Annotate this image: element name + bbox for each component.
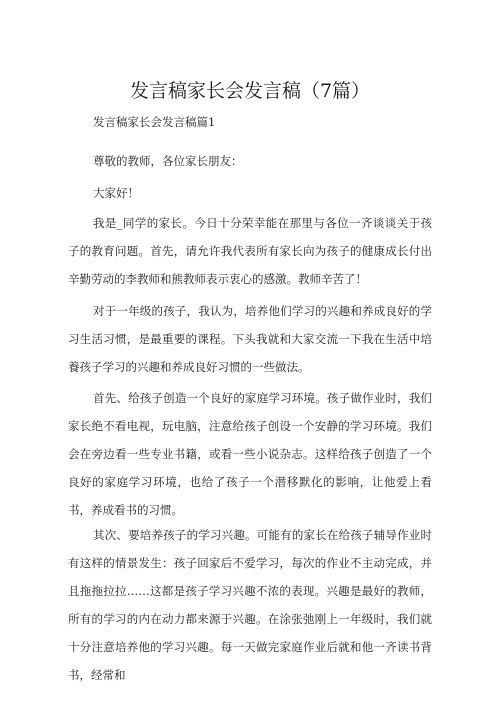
paragraph-intro: 我是_同学的家长。今日十分荣幸能在那里与各位一齐谈谈关于孩子的教育问题。首先，请允许我代表所有家长向为孩子的健康成长付出辛勤劳动的李教师和熊教师表示衷心的感激。教师辛苦了！	[68, 216, 432, 286]
paragraph-greeting: 大家好！	[93, 186, 139, 200]
paragraph-interest: 其次、要培养孩子的学习兴趣。可能有的家长在给孩子辅导作业时有这样的情景发生：孩子回家后不爱学习，每次的作业不主动完成，并且拖拖拉拉……这都是孩子学习兴趣不浓的表现。兴趣是最好的教师，所有的学习的内在动力都来源于兴趣。在涂张弛刚上一年级时，我们就十分注意培养他的学习兴趣。每一天做完家庭作业后就和他一齐读书背书，经常和	[68, 528, 432, 682]
paragraph-environment: 首先、给孩子创造一个良好的家庭学习环境。孩子做作业时，我们家长绝不看电视，玩电脑，注意给孩子创设一个安静的学习环境。我们会在旁边看一些专业书籍，或看一些小说杂志。这样给孩子创造了一个良好的家庭学习环境，也给了孩子一个潜移默化的影响，让他爱上看书，养成看书的习惯。	[68, 391, 432, 517]
paragraph-salutation: 尊敬的教师，各位家长朋友：	[93, 154, 243, 168]
document-title: 发言稿家长会发言稿（7篇）	[129, 80, 371, 102]
paragraph-habits: 对于一年级的孩子，我认为，培养他们学习的兴趣和养成良好的学习生活习惯，是最重要的课程。下头我就和大家交流一下我在生活中培養孩子学习的兴趣和养成良好习惯的一些做法。	[68, 304, 432, 374]
section-heading: 发言稿家长会发言稿篇1	[93, 115, 216, 129]
